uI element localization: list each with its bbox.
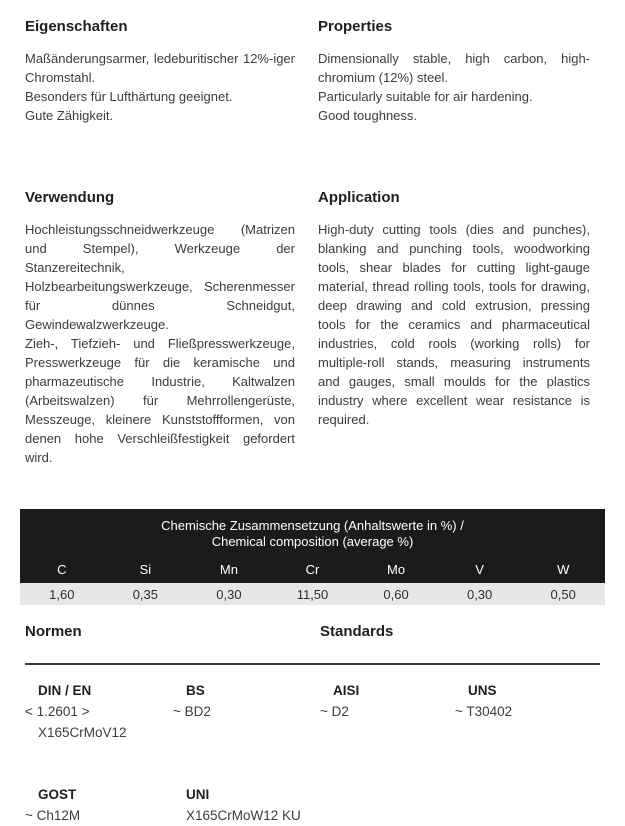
value-w: 0,50 [550, 586, 576, 602]
paragraph: Particularly suitable for air hardening. [318, 89, 533, 104]
standard-name: DIN / EN [38, 683, 92, 698]
standard-value: X165CrMoV12 [38, 725, 127, 740]
standard-name: GOST [38, 787, 77, 802]
standard-din-en [25, 681, 173, 743]
standard-value: ~ BD2 [173, 704, 211, 719]
chem-table-header [20, 509, 605, 583]
column-header-mo: Mo [387, 561, 406, 577]
value-mn: 0,30 [216, 586, 242, 602]
properties-text [318, 49, 590, 125]
section-standards-headings [25, 623, 625, 654]
standards-empty-cell [455, 785, 625, 826]
paragraph: Maßänderungsarmer, ledeburitischer 12%-iger Chromstahl. [25, 51, 295, 85]
column-header-mn: Mn [219, 561, 238, 577]
standard-value: X165CrMoW12 KU [186, 808, 301, 823]
standard-uni [173, 785, 320, 826]
standard-value: ~ T30402 [455, 704, 513, 719]
paragraph: Hochleistungsschneidwerkzeuge (Matrizen und Stempel), Werkzeuge der Stanzereitechnik, Holzbearbeitungswerkzeuge, Scherenmesser für dünnes Schneidgut, Gewindewalzwerkzeuge. [25, 222, 295, 332]
chem-table-title-de: Chemische Zusammensetzung (Anhaltswerte in %) / [161, 518, 464, 533]
standard-gost [25, 785, 173, 826]
standard-name: BS [186, 683, 205, 698]
heading-standards: Standards [320, 623, 394, 640]
paragraph: Besonders für Lufthärtung geeignet. [25, 89, 233, 104]
chemical-composition-table [20, 509, 605, 605]
column-header-w: W [557, 561, 570, 577]
heading-verwendung: Verwendung [25, 189, 115, 206]
value-mo: 0,60 [383, 586, 409, 602]
section-properties [25, 18, 625, 125]
paragraph: Gute Zähigkeit. [25, 108, 114, 123]
chem-table-values-row [20, 583, 605, 605]
standard-value: ~ Ch12M [25, 808, 81, 823]
value-cr: 11,50 [296, 586, 329, 602]
verwendung-text [25, 220, 295, 467]
chem-table-title-en: Chemical composition (average %) [211, 534, 414, 549]
column-header-cr: Cr [305, 561, 320, 577]
application-text [318, 220, 590, 429]
paragraph: Good toughness. [318, 108, 418, 123]
standard-name: UNS [468, 683, 497, 698]
heading-properties: Properties [318, 18, 393, 35]
standard-name: AISI [333, 683, 360, 698]
value-si: 0,35 [132, 586, 158, 602]
standards-divider [25, 663, 600, 665]
column-german [25, 18, 295, 125]
standard-value: ~ D2 [320, 704, 349, 719]
column-german [25, 189, 295, 467]
column-header-si: Si [139, 561, 152, 577]
heading-normen: Normen [25, 623, 82, 640]
eigenschaften-text [25, 49, 295, 125]
standards-row-2 [25, 785, 625, 826]
standards-empty-cell [320, 785, 455, 826]
column-header-v: V [475, 561, 484, 577]
value-c: 1,60 [49, 586, 75, 602]
section-application [25, 189, 625, 467]
heading-application: Application [318, 189, 400, 206]
standard-name: UNI [186, 787, 210, 802]
value-v: 0,30 [466, 586, 493, 602]
standard-bs [173, 681, 320, 743]
standard-aisi [320, 681, 455, 743]
heading-eigenschaften: Eigenschaften [25, 18, 128, 35]
chem-table-column-headers [20, 555, 605, 583]
standard-uns [455, 681, 625, 743]
column-english [318, 18, 590, 125]
column-english [318, 189, 590, 467]
standard-value: < 1.2601 > [25, 704, 90, 719]
paragraph: Zieh-, Tiefzieh- und Fließpresswerkzeuge, Presswerkzeuge für die keramische und pharmazeutische Industrie, Kaltwalzen (Arbeitswalzen) für Mehrrollengerüste, Messzeuge, kleinere Kunststoffformen, von denen hohe Verschleißfestigkeit gefordert wird. [25, 336, 295, 465]
column-header-c: C [57, 561, 67, 577]
standards-row-1 [25, 681, 625, 743]
paragraph: High-duty cutting tools (dies and punches), blanking and punching tools, woodworking tools, shear blades for cutting light-gauge material, thread rolling tools, tools for drawing, deep drawing and cold extrusion, pressing tools for the ceramics and pharmaceutical industries, cold rools (working rolls) for multiple-roll stands, measuring instruments and gauges, small moulds for the plastics industry where excellent wear resistance is required. [318, 222, 590, 427]
paragraph: Dimensionally stable, high carbon, high-chromium (12%) steel. [318, 51, 590, 85]
